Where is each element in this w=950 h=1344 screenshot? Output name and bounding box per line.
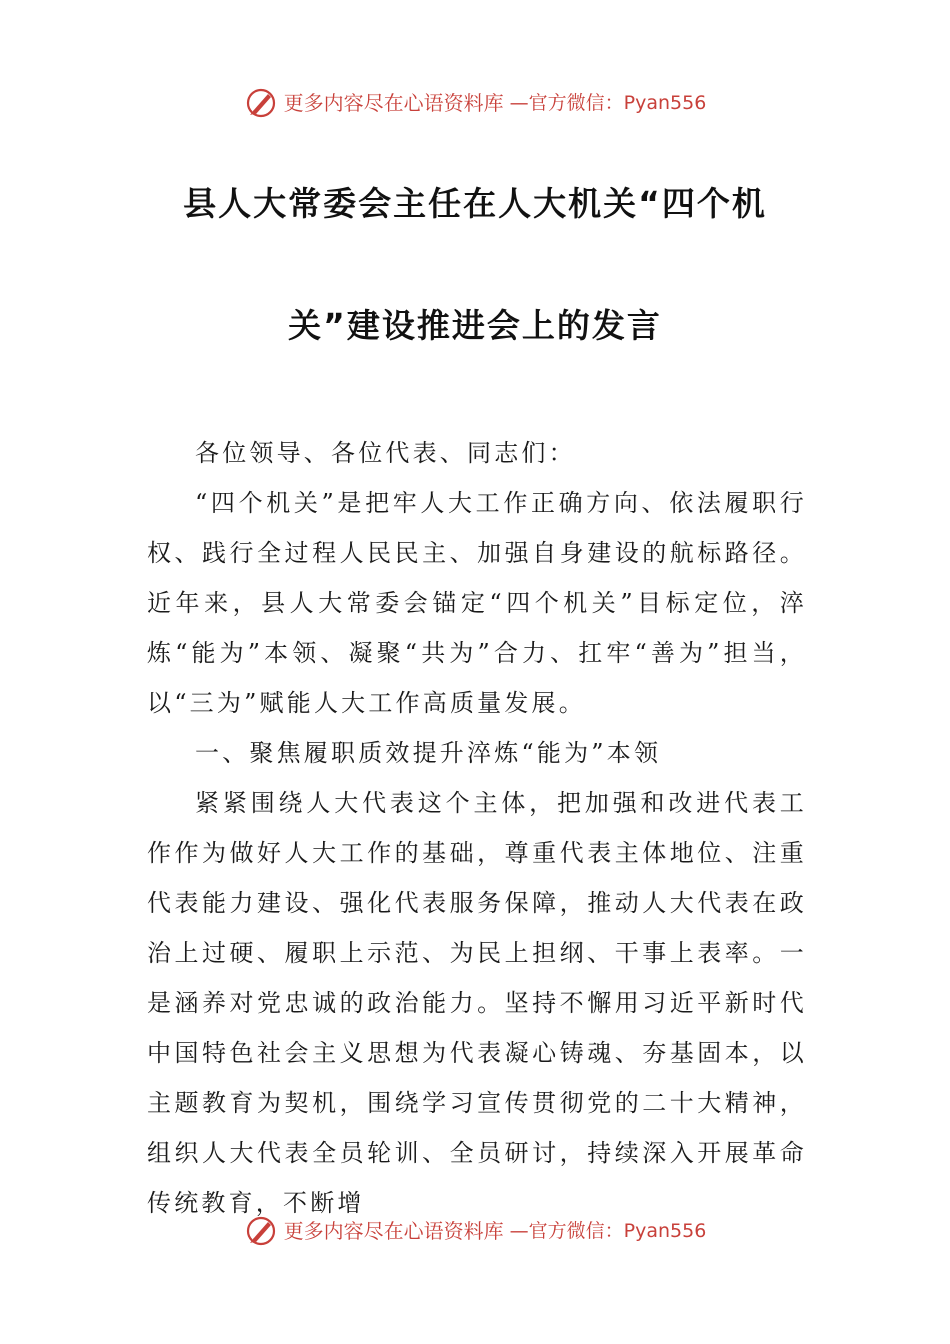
salutation: 各位领导、各位代表、同志们： [195, 439, 576, 467]
body-paragraph: 紧紧围绕人大代表这个主体，把加强和改进代表工作作为做好人大工作的基础，尊重代表主体地位、注重代表能力建设、强化代表服务保障，推动人大代表在政治上过硬、履职上示范、为民上担纲、干事上表率。一是涵养对党忠诚的政治能力。坚持不懈用习近平新时代中国特色社会主义思想为代表凝心铸魂、夯基固本，以主题教育为契机，围绕学习宣传贯彻党的二十大精神，组织人大代表全员轮训、全员研讨，持续深入开展革命传统教育，不断增 [147, 789, 807, 1217]
watermark-main-text: 更多内容尽在心语资料库 [283, 1219, 504, 1243]
document-title-line-2: 关”建设推进会上的发言 [288, 306, 662, 345]
watermark-wechat-text: —官方微信：Pyan556 [509, 1220, 707, 1242]
section-heading: 一、聚焦履职质效提升淬炼“能为”本领 [195, 739, 662, 767]
document-title-line-1: 县人大常委会主任在人大机关“四个机 [183, 184, 767, 223]
footer-watermark [0, 1214, 950, 1248]
watermark-wechat-text: —官方微信：Pyan556 [509, 92, 707, 114]
body-paragraph: “四个机关”是把牢人大工作正确方向、依法履职行权、践行全过程人民民主、加强自身建设的航标路径。近年来，县人大常委会锚定“四个机关”目标定位，淬炼“能为”本领、凝聚“共为”合力、扛牢“善为”担当，以“三为”赋能人大工作高质量发展。 [147, 489, 807, 717]
pen-logo-icon [244, 86, 278, 120]
document-body [147, 428, 807, 1228]
watermark-main-text: 更多内容尽在心语资料库 [283, 91, 504, 115]
pen-logo-icon [244, 1214, 278, 1248]
header-watermark [0, 86, 950, 120]
